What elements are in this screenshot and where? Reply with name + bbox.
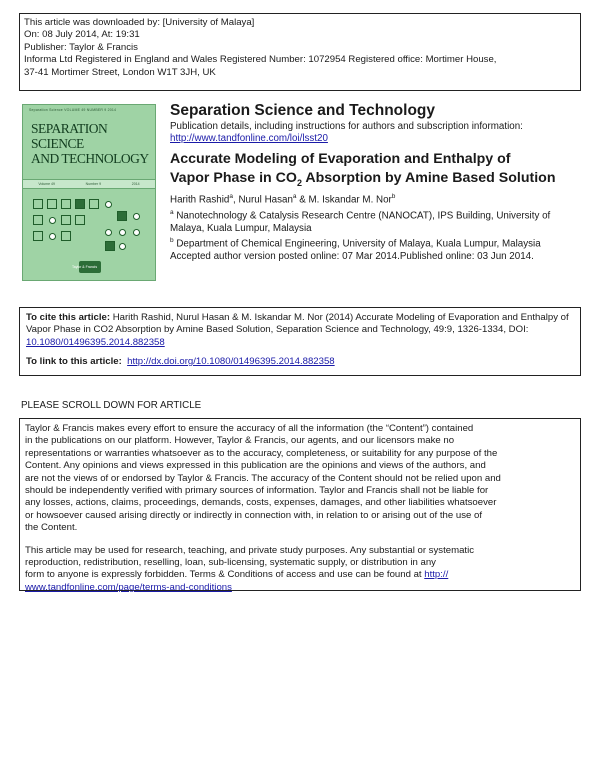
disclaimer-line: or howsoever caused arising directly or indirectly in connection with, in relation to or arising out of the use of — [25, 509, 483, 521]
pattern-dot — [133, 229, 140, 236]
citation-box — [19, 307, 581, 376]
cover-top-text: Separation Science VOLUME 49 NUMBER 9 2014 — [29, 108, 117, 112]
pattern-dot — [105, 229, 112, 236]
disclaimer-line: any losses, actions, claims, proceedings, demands, costs, expenses, damages, and other liabilities whatsoever — [25, 497, 497, 509]
article-title — [170, 150, 585, 193]
link-line — [26, 356, 574, 368]
pattern-dot — [133, 213, 140, 220]
pattern-dot — [119, 229, 126, 236]
cite-text: Harith Rashid, Nurul Hasan & M. Iskandar M. Nor (2014) Accurate Modeling of Evaporation and Enthalpy of Vapor Phase in CO2 Absorption by Amine Based Solution, Separation Science and Technology, 49:9, 1326-1334, DOI: — [26, 312, 569, 336]
pattern-cell — [61, 199, 71, 209]
affiliation-marker: a — [292, 193, 297, 200]
link-label: To link to this article: — [26, 355, 122, 367]
download-line: Publisher: Taylor & Francis — [24, 41, 138, 53]
download-line: Informa Ltd Registered in England and Wales Registered Number: 1072954 Registered office: Mortimer House, — [24, 54, 497, 66]
cover-pattern-icon — [33, 199, 147, 253]
pattern-cell — [47, 199, 57, 209]
author-name: Harith Rashid — [170, 194, 230, 206]
pattern-dot — [119, 243, 126, 250]
terms-line: This article may be used for research, teaching, and private study purposes. Any substantial or systematic — [25, 544, 474, 556]
pattern-cell — [117, 211, 127, 221]
authors-line — [170, 193, 395, 205]
publisher-name: Taylor & Francis — [72, 265, 98, 269]
article-title-part: Vapor Phase in CO — [170, 170, 297, 186]
publication-details-text: Publication details, including instructions for authors and subscription information: — [170, 121, 523, 132]
pattern-cell — [105, 241, 115, 251]
article-title-subscript: 2 — [296, 177, 302, 188]
download-line: 37-41 Mortimer Street, London W1T 3JH, UK — [24, 66, 216, 78]
author-name: M. Iskandar M. Nor — [308, 194, 392, 206]
affiliation-text: Nanotechnology & Catalysis Research Centre (NANOCAT), IPS Building, University of Malaya, Kuala Lumpur, Malaysia — [170, 210, 551, 234]
pattern-cell — [33, 231, 43, 241]
cover-volume: Volume 49 — [38, 182, 55, 186]
affiliation-text: Department of Chemical Engineering, University of Malaya, Kuala Lumpur, Malaysia — [176, 238, 541, 250]
affiliation-marker: b — [391, 193, 396, 200]
author-separator: , — [232, 194, 239, 206]
terms-line: form to anyone is expressly forbidden. Terms & Conditions of access and use can be found at — [25, 569, 425, 581]
pattern-cell — [33, 199, 43, 209]
article-title-part: Absorption by Amine Based Solution — [301, 170, 556, 186]
pattern-cell — [33, 215, 43, 225]
cover-year: 2014 — [131, 182, 140, 186]
doi-link[interactable]: 10.1080/01496395.2014.882358 — [26, 336, 165, 348]
pattern-cell — [75, 199, 85, 209]
citation-text — [26, 312, 574, 349]
disclaimer-line: representations or warranties whatsoever as to the accuracy, completeness, or suitability for any purpose of the — [25, 447, 498, 459]
affiliation-a — [170, 207, 580, 235]
journal-url-link[interactable]: http://www.tandfonline.com/loi/lsst20 — [170, 133, 328, 144]
pattern-cell — [89, 199, 99, 209]
disclaimer-line: the Content. — [25, 522, 78, 534]
journal-title: Separation Science and Technology — [170, 102, 435, 119]
download-line: On: 08 July 2014, At: 19:31 — [24, 29, 140, 41]
terms-line: reproduction, redistribution, reselling, loan, sub-licensing, systematic supply, or distribution in any — [25, 557, 436, 569]
pattern-dot — [49, 217, 56, 224]
pattern-dot — [49, 233, 56, 240]
affiliation-marker: a — [170, 209, 174, 216]
affiliation-marker: b — [170, 237, 174, 244]
cite-label: To cite this article: — [26, 312, 111, 323]
article-title-part: Accurate Modeling of Evaporation and Enthalpy of — [170, 151, 511, 167]
pattern-cell — [75, 215, 85, 225]
cover-number: Number 9 — [85, 182, 102, 186]
pattern-cell — [61, 231, 71, 241]
pattern-dot — [105, 201, 112, 208]
publication-dates: Accepted author version posted online: 07 Mar 2014.Published online: 03 Jun 2014. — [170, 250, 534, 262]
cover-title — [31, 121, 149, 166]
journal-cover-image — [22, 104, 156, 281]
terms-paragraph — [25, 545, 575, 595]
author-name: Nurul Hasan — [238, 194, 293, 206]
disclaimer-line: Taylor & Francis makes every effort to ensure the accuracy of all the information (the “Content”) contained — [25, 423, 474, 434]
terms-link[interactable]: www.tandfonline.com/page/terms-and-conditions — [25, 581, 232, 593]
cover-strip — [23, 179, 155, 189]
disclaimer-line: are not the views of or endorsed by Taylor & Francis. The accuracy of the Content should not be relied upon and — [25, 472, 501, 484]
article-doi-url-link[interactable]: http://dx.doi.org/10.1080/01496395.2014.882358 — [127, 355, 335, 367]
cover-title-line: SEPARATION SCIENCE — [31, 121, 108, 151]
pattern-cell — [61, 215, 71, 225]
affiliation-b — [170, 235, 580, 263]
cover-title-line: AND TECHNOLOGY — [31, 151, 149, 166]
disclaimer-line: in the publications on our platform. However, Taylor & Francis, our agents, and our licensors make no — [25, 435, 455, 447]
disclaimer-line: should be independently verified with primary sources of information. Taylor and Francis shall not be liable for — [25, 485, 489, 497]
terms-link-part[interactable]: http:// — [424, 569, 449, 581]
disclaimer-line: Content. Any opinions and views expressed in this publication are the opinions and views of the authors, and — [25, 460, 486, 472]
disclaimer-paragraph — [25, 423, 575, 535]
download-info-box — [19, 13, 581, 91]
disclaimer-box — [19, 418, 581, 591]
publication-details — [170, 121, 523, 145]
scroll-notice: PLEASE SCROLL DOWN FOR ARTICLE — [21, 400, 202, 411]
affiliation-marker: a — [229, 193, 233, 200]
download-line: This article was downloaded by: [University of Malaya] — [24, 17, 255, 28]
author-separator: & — [296, 194, 309, 206]
